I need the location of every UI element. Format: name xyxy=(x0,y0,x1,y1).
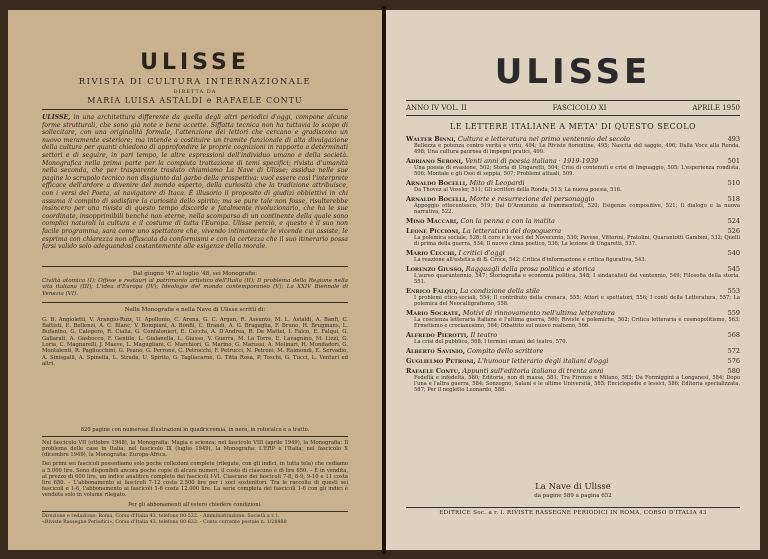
toc-page: 545 xyxy=(727,265,740,273)
toc-title: Compito dello scrittore xyxy=(467,347,544,355)
toc-title: Ragguagli della prosa politica e storica xyxy=(465,265,596,273)
left-page xyxy=(8,10,382,550)
toc-entry-heading xyxy=(406,347,724,355)
toc-entry xyxy=(406,265,740,285)
toc-entry xyxy=(406,135,740,155)
divider xyxy=(42,436,348,437)
toc-entry-head xyxy=(406,135,740,143)
left-subtitle: RIVISTA DI CULTURA INTERNAZIONALE xyxy=(78,77,312,87)
toc-title: Morte e resurrezione del personaggio xyxy=(469,195,595,203)
toc-subtopics: La polemica sociale, 528; Il coro e le voci del Novecento, 530; Pavese, Vittorini, Pratolini, Quarantotti Gambini, 532; Quelli di prima della guerra, 534; Il nuovo clima poetico, 536; La lezione di Ungaretti, 537. xyxy=(414,235,740,247)
footer-line-1: Direzione e redazione: Roma, Corso d'Italia 43, telefono 80-532. - Amministrazione: Società a r. l. xyxy=(42,513,280,519)
monografie-intro: Dal giugno '47 al luglio '48, sei Monografie: xyxy=(132,271,258,277)
writers-list: G. B. Angioletti, V. Arangio-Ruiz, U. Apollonio, C. Arena, G. C. Argan, R. Assunto, M. L. Astaldi, A. Banfi, C. Battisti, E. Bellenzi, A. C. Blanc, V. Bompiani, A. Bonfil, C. Brandi, A. G. Bragaglia, F. Bruno, H. Brugmans, L. Bufanino, G. Calogero, R. Cialia, G. Confalonieri, E. Cecchi, A. D'Andrea, R. De Mattei, I. Falco, E. Falqui, G. Gallarati, A. Gasbocco, F. Gentile, L. Gialanella, L. Giusso, V. Guerra, M. La Torre, E. Lavagnino, M. Lizzi, G. Loria, C. Magnarelli, J. Maeve, L. Magugliani, C. Marchiori, G. Marino, G. Marussi, A. Molinari, H. Mondadori, G. Montalenti, R. Pagliucchini, G. Peano, G. Perrone, C. Petrocchi, F. Petrucci, N. Petroni, M. Raimondi, E. Servadio, A. Sinisgalli, A. Spinella, L. Strada, U. Spirito, G. Tagliacarne, G. Titta Rosa, P. Toschi, G. Tucci, L. Venturi ed altri. xyxy=(42,316,348,367)
toc-author: Alberto Savinio, xyxy=(406,347,465,355)
right-masthead xyxy=(386,52,760,92)
toc-subtopics: La reazione all'estetica di B. Croce, 542; Critica d'informazione e critica figurativa, 543. xyxy=(414,257,647,263)
toc-page: 510 xyxy=(727,179,740,187)
writers-intro: Nelle Monografie e nella Nave di Ulisse scritti di: xyxy=(124,306,266,313)
toc-title: I critici d'oggi xyxy=(458,249,505,257)
toc-subtopics: Fedeltà e infedeltà, 580; Editoria, non di massa, 581; Tra Firenze e Milano, 583; Da Formiggini a Longanesi, 584; Dopo l'una e l'altra guerra, 584; Sonzogno, Salani e le ultime Università, 585; Enciclopedie e lessici, 586; Editoria specializzata, 587; Per il negletto Leonardo, 588. xyxy=(414,375,740,393)
toc-entry xyxy=(406,195,740,215)
intro-paragraph xyxy=(42,114,348,262)
right-title: ULISSE xyxy=(494,52,652,92)
toc-entry-head xyxy=(406,195,740,203)
toc-author: Lorenzo Giusso, xyxy=(406,265,464,273)
toc-page: 559 xyxy=(727,309,740,317)
toc-title: Motivi di rinnovamento nell'ultima letteratura xyxy=(462,309,615,317)
toc-author: Guglielmo Petroni, xyxy=(406,357,476,365)
toc-entry-heading xyxy=(406,157,724,165)
toc-page: 568 xyxy=(727,331,740,339)
toc-entry-heading xyxy=(406,265,724,273)
toc-entry xyxy=(406,179,740,193)
toc-entry-head xyxy=(406,309,740,317)
issue-volume: ANNO IV VOL. II xyxy=(406,104,467,112)
toc-author: Rafaele Contu, xyxy=(406,367,461,375)
abroad-note: Per gli abbonamenti all'estero chiedere condizioni. xyxy=(128,501,262,508)
editors: MARIA LUISA ASTALDI e RAFAELE CONTU xyxy=(87,96,303,105)
toc-author: Walter Binni, xyxy=(406,135,456,143)
divider xyxy=(42,302,348,303)
toc-entry-head xyxy=(406,367,740,375)
toc-title: Venti anni di poesia italiana · 1919-1939 xyxy=(465,157,599,165)
toc-title: Con la penna e con la matita xyxy=(460,217,555,225)
toc-entry-head xyxy=(406,179,740,187)
issue-date: APRILE 1950 xyxy=(692,104,740,112)
toc-title: L'humour letterario degli italiani d'oggi xyxy=(477,357,609,365)
toc-subtopics: L'aureo quarantennio, 547; Storiografia e economia politica, 548; I sindacalisti del ventennio, 549; Filosofia della storia, 551. xyxy=(414,273,740,285)
toc-entry xyxy=(406,309,740,329)
toc-author: Arnaldo Bocelli, xyxy=(406,179,468,187)
toc-entry-head xyxy=(406,347,740,355)
toc-entry-heading xyxy=(406,249,724,257)
nave-title: La Nave di Ulisse xyxy=(535,482,611,492)
publisher-line: EDITRICE Soc. a r. l. RIVISTE RASSEGNE PERIODICI IN ROMA, CORSO D'ITALIA 43 xyxy=(439,510,707,516)
toc-entry xyxy=(406,357,740,365)
toc-entry-head xyxy=(406,357,740,365)
toc-entry-heading xyxy=(406,217,724,225)
toc-entry xyxy=(406,347,740,355)
toc-title: Appunti sull'editoria italiana di trenta anni xyxy=(462,367,604,375)
toc-subtopics: La crisi del pubblico, 568; I termini umani del teatro, 570. xyxy=(414,339,568,345)
toc-entry-head xyxy=(406,265,740,273)
toc-entry xyxy=(406,217,740,225)
toc-entry-heading xyxy=(406,179,724,187)
toc-entry-heading xyxy=(406,135,724,143)
issue-fascicle: FASCICOLO XI xyxy=(552,104,607,112)
toc-author: Arnaldo Bocelli, xyxy=(406,195,468,203)
toc-title: Mito di Leopardi xyxy=(469,179,525,187)
toc-page: 524 xyxy=(727,217,740,225)
left-masthead xyxy=(8,50,382,105)
toc-page: 580 xyxy=(727,367,740,375)
toc-author: Mario Socrate, xyxy=(406,309,461,317)
right-footer xyxy=(406,480,740,516)
divider xyxy=(42,511,348,512)
toc-entry-heading xyxy=(406,195,724,203)
toc-entry-head xyxy=(406,249,740,257)
divider xyxy=(42,266,348,267)
divider xyxy=(42,109,348,110)
toc-entry-head xyxy=(406,227,740,235)
left-title: ULISSE xyxy=(140,50,250,75)
nave-pages: da pagine 589 a pagina 652 xyxy=(534,493,612,499)
toc-entry-heading xyxy=(406,227,724,235)
toc-page: 526 xyxy=(727,227,740,235)
subscriptions-note: Dei primi sei fascicoli possediamo solo poche collezioni complete (rilegate, con gli indici, in tutta tela) che cediamo a 5.000 lire. Sono disponibili ancora poche copie di alcuni numeri; il costo di ciascuno è di lire 650. – È in vendita, al prezzo di 600 lire, un indice analitico completo dei fascicoli I-VI. Ciascuno dei fascicoli 7-8, 8-9, 9-10 e 11 costa lire 650. – L'abbonamento ai fascicoli 7-12 costa 2.500 lire per i soci sostenitori. Tra le raccolte di questi sei fascicoli e 1-6, l'abbonamento ai fascicoli 1-6 costa 12.000 lire. La serie completa dei fascicoli 1-6 con gli indici è venduta solo in volume rilegato. xyxy=(42,461,348,499)
table-of-contents xyxy=(406,135,740,453)
toc-entry xyxy=(406,367,740,393)
toc-author: Mario Cecchi, xyxy=(406,249,457,257)
toc-entry-heading xyxy=(406,367,724,375)
toc-entry-heading xyxy=(406,287,724,295)
toc-title: La letteratura del dopoguerra xyxy=(462,227,562,235)
toc-author: Alfredo Pierotti, xyxy=(406,331,469,339)
toc-page: 518 xyxy=(727,195,740,203)
illustrations-note: 820 pagine con numerose illustrazioni in quadricromia, in nero, in rotocalco e a tratto. xyxy=(80,426,310,433)
toc-page: 553 xyxy=(727,287,740,295)
toc-entry-heading xyxy=(406,357,724,365)
monografie-section xyxy=(42,271,348,298)
intro-lead: ULISSE, xyxy=(42,114,71,121)
toc-subtopics: La coscienza letteraria italiana e l'ultima guerra, 560; Riviste e polemiche, 562; Critica letteraria e cosmopolitismo, 563; Ermetismo e crocianesimo, 564; Dibattito sul nuovo realismo, 566. xyxy=(414,317,740,329)
toc-entry-head xyxy=(406,331,740,339)
toc-entry xyxy=(406,287,740,307)
intro-text: in una architettura differente da quella degli altri periodici d'oggi, compone alcune forme strutturali, che sono già note e bene accette. Siffatta tecnica non ha tuttavia lo scopo di sollecitare, con una originalità formale, l'attenzione dei lettori che cercano e gradiscono un nuovo meramente esteriore; ma intende a costituire un tramite funzionale di alta divulgazione della cultura per quanti chiedono di approfondire le proprie cognizioni in rapporto a determinati settori e di seguire, in pari tempo, le altre espressioni dell'individuo umano e della società. Monografica nella prima parte per la compiuta trattazione di temi specifici; rivista d'umanità nella seconda, che per trasparente traslato chiamiamo La Nave di Ulisse; assidua nelle sue pagine lo scrupolo tecnico non disgiunto dal garbo della prospettiva: vuol essere così l'interprete efficace dell'ardore a divenire del mondo esperto, della curiosità che la tradizione attribuisce, con i versi del Poeta, al navigatore di Itaca. È illusorio il proposito di giudizi obbiettivi in chi assuma il compito di sodisfare la curiosità dello spirito; ma se pure tale non fosse, risulterebbe insincero per una rivista di questo tempo discorde e fatalmente rivoluzionario, che ha le sue coordinate, insopprimibili benché non eterne, nella scomparsa di un continente della quale sono complici naturali la cultura e il costume di tutta l'Europa. Ulisse perciò, e questo è il suo non facile programma, sarà come uno spettatore che, vivendo intimamente le vicende cui assiste, le esprima con chiarezza non offuscata da conformismi e con la certezza che il suo itinerario possa farsi valido solo adeguandosi costantemente alle esigenze della morale. xyxy=(42,114,348,251)
toc-title: La condizione della stile xyxy=(460,287,540,295)
footer-line-2: «Riviste Rassegne Periodici», Corso d'Italia 43, telefono 80-632. - Conto corrente postale n. 1/28880 xyxy=(42,519,287,525)
toc-entry xyxy=(406,331,740,345)
toc-author: Adriano Seroni, xyxy=(406,157,464,165)
toc-page: 540 xyxy=(727,249,740,257)
toc-entry-heading xyxy=(406,331,724,339)
toc-title: Il teatro xyxy=(470,331,498,339)
toc-entry xyxy=(406,249,740,263)
monografie-list: Civiltà atomica (I); Offese e restauri al patrimonio artistico dell'Italia (II); Il problema della Regione nella vita italiana (III); L'idea d'Europa (IV); Ideologie del mondo contemporaneo (V); La XXIV Biennale di Venezia (VI). xyxy=(42,277,348,298)
toc-page: 501 xyxy=(727,157,740,165)
section-title: LE LETTERE ITALIANE A META' DI QUESTO SECOLO xyxy=(449,122,697,131)
toc-entry-head xyxy=(406,217,740,225)
toc-author: Enrico Falqui, xyxy=(406,287,458,295)
toc-page: 493 xyxy=(727,135,740,143)
divider xyxy=(406,507,740,508)
toc-entry-heading xyxy=(406,309,724,317)
toc-entry-head xyxy=(406,157,740,165)
toc-page: 576 xyxy=(727,357,740,365)
issue-bar xyxy=(406,100,740,112)
toc-page: 572 xyxy=(727,347,740,355)
fascicles-note: Nel fascicolo VII (ottobre 1948), la Monografia: Magia e scienza; nel fascicolo VIII (aprile 1949), la Monografia: Il problema delle case in Italia; nel fascicolo IX (luglio 1949), la Monografia: L'ERP e l'Italia; nel fascicolo X (dicembre 1949), la Monografia: Europa-Africa. xyxy=(42,439,348,459)
directed-by: DIRETTA DA xyxy=(173,89,217,95)
toc-title: Cultura e letteratura nel primo ventennio del secolo xyxy=(457,135,630,143)
toc-entry xyxy=(406,227,740,247)
toc-author: Leone Piccioni, xyxy=(406,227,461,235)
left-footer xyxy=(42,514,348,526)
toc-entry xyxy=(406,157,740,177)
right-page xyxy=(386,10,760,550)
toc-author: Mino Maccari, xyxy=(406,217,459,225)
toc-subtopics: Da Thovez al Vossler, 511; Gli scrittori della Ronda, 513; La nuova poesia, 516. xyxy=(414,187,622,193)
toc-subtopics: Appoggio ottocentesco, 519; Dal D'Annunzio ai frammentisti, 520; Esigenze compositive, 521; Il dialogo e la nuova narrativa, 522. xyxy=(414,203,740,215)
toc-subtopics: Bellezza e potenza contro verità e virtù, 494; Le Riviste fiorentine, 495; Nascita del saggio, 496; Dalla Voce alla Ronda, 498; Una cultura paurosa di impegni pratici, 499. xyxy=(414,143,740,155)
toc-entry-head xyxy=(406,287,740,295)
toc-subtopics: Una poesia di evasione, 502; Storia di Ungaretti, 504; Crisi di contenuti e crisi di linguaggio, 505; L'esperienza rondista, 506; Montale e gli Ossi di seppia, 507; Problemi attuali, 509. xyxy=(414,165,740,177)
toc-subtopics: I problemi etico-sociali, 554; Il contributo della cronaca, 555; Attori e spettatori, 556; I conti della Letteratura, 557; La polemica del Neocalligrafismo, 558. xyxy=(414,295,740,307)
divider xyxy=(406,115,740,116)
